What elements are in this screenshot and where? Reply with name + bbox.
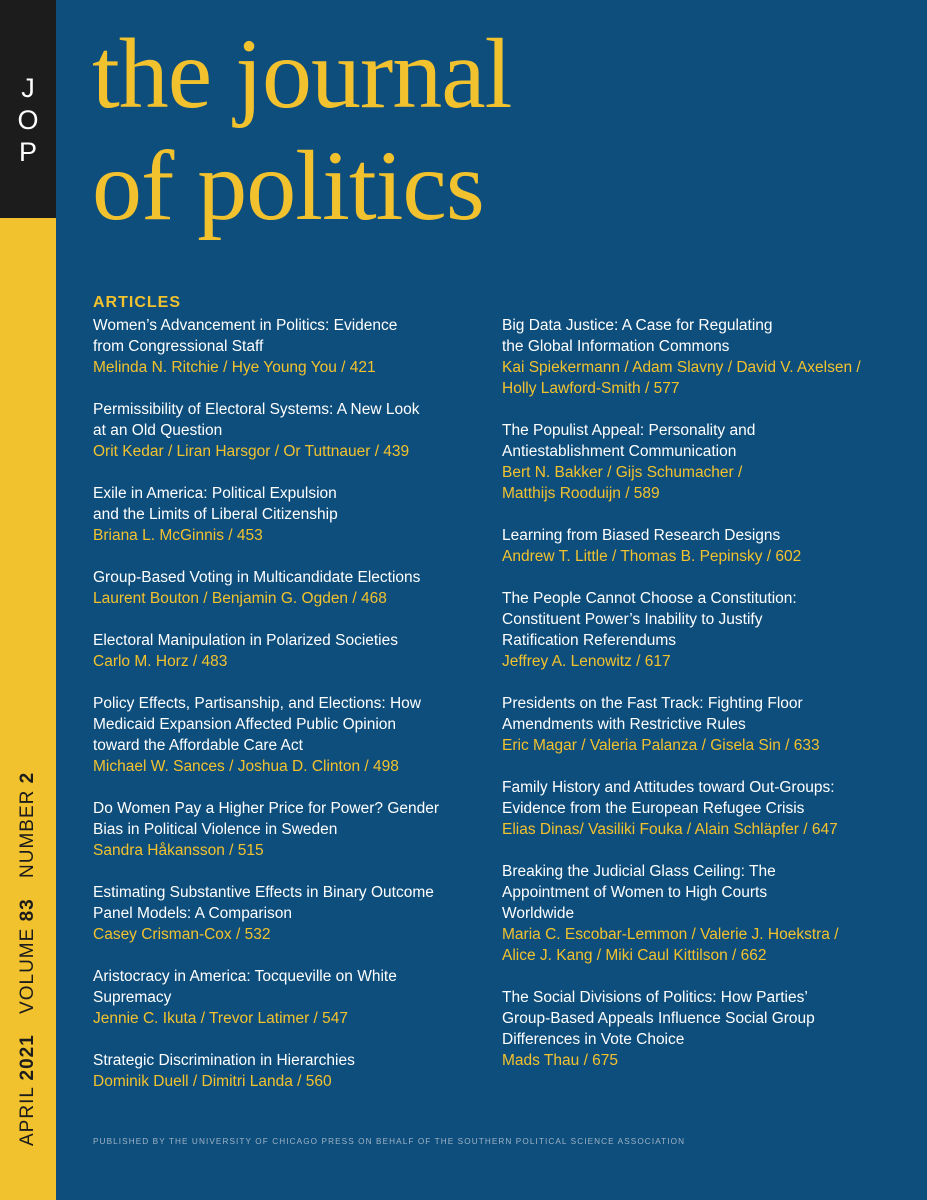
article-title-line: Amendments with Restrictive Rules xyxy=(502,716,746,733)
article-title-line: Group-Based Appeals Influence Social Group xyxy=(502,1010,815,1027)
article-authors-line: Alice J. Kang / Miki Caul Kittilson / 662 xyxy=(502,947,767,964)
article-entry xyxy=(93,1050,473,1092)
spine xyxy=(0,0,56,1200)
articles-right-column xyxy=(502,315,882,1092)
article-authors-line: Mads Thau / 675 xyxy=(502,1052,619,1069)
article-authors-line: Dominik Duell / Dimitri Landa / 560 xyxy=(93,1073,332,1090)
article-title-line: Differences in Vote Choice xyxy=(502,1031,685,1048)
article-title-line: Strategic Discrimination in Hierarchies xyxy=(93,1052,355,1069)
article-entry xyxy=(502,525,882,567)
abbrev-letter-o: O xyxy=(17,105,39,135)
article-entry xyxy=(93,882,473,945)
issue-year: 2021 xyxy=(17,1034,38,1081)
article-title-line: Learning from Biased Research Designs xyxy=(502,527,781,544)
article-entry xyxy=(93,567,473,609)
article-title-line: Permissibility of Electoral Systems: A New Look xyxy=(93,401,420,418)
issue-number: 2 xyxy=(17,771,38,784)
article-title-line: and the Limits of Liberal Citizenship xyxy=(93,506,338,523)
article-title-line: Women’s Advancement in Politics: Evidence xyxy=(93,317,398,334)
article-entry xyxy=(93,798,473,861)
article-authors-line: Sandra Håkansson / 515 xyxy=(93,842,264,859)
abbrev-letter-j: J xyxy=(21,73,35,103)
article-entry xyxy=(502,588,882,672)
article-entry xyxy=(93,483,473,546)
article-authors-line: Maria C. Escobar-Lemmon / Valerie J. Hoekstra / xyxy=(502,926,839,943)
article-title-line: Exile in America: Political Expulsion xyxy=(93,485,337,502)
article-authors-line: Holly Lawford-Smith / 577 xyxy=(502,380,680,397)
article-authors-line: Casey Crisman-Cox / 532 xyxy=(93,926,271,943)
issue-info xyxy=(17,772,39,1146)
article-title-line: Panel Models: A Comparison xyxy=(93,905,293,922)
article-entry xyxy=(502,987,882,1071)
article-title-line: Ratification Referendums xyxy=(502,632,677,649)
article-title-line: Presidents on the Fast Track: Fighting Floor xyxy=(502,695,803,712)
article-authors-line: Orit Kedar / Liran Harsgor / Or Tuttnauer / 439 xyxy=(93,443,410,460)
article-title-line: Medicaid Expansion Affected Public Opinion xyxy=(93,716,397,733)
article-entry xyxy=(502,315,882,399)
article-entry xyxy=(93,693,473,777)
article-title-line: Antiestablishment Communication xyxy=(502,443,737,460)
journal-abbreviation xyxy=(0,72,56,168)
issue-month: APRIL xyxy=(17,1086,38,1146)
article-authors-line: Eric Magar / Valeria Palanza / Gisela Sin / 633 xyxy=(502,737,820,754)
article-entry xyxy=(93,966,473,1029)
article-title-line: from Congressional Staff xyxy=(93,338,264,355)
article-authors-line: Melinda N. Ritchie / Hye Young You / 421 xyxy=(93,359,376,376)
article-title-line: Do Women Pay a Higher Price for Power? Gender xyxy=(93,800,440,817)
article-title-line: Big Data Justice: A Case for Regulating xyxy=(502,317,773,334)
volume-number: 83 xyxy=(17,898,38,922)
masthead-line-1: the journal xyxy=(92,18,512,129)
article-entry xyxy=(502,861,882,966)
article-entry xyxy=(502,420,882,504)
article-title-line: Breaking the Judicial Glass Ceiling: The xyxy=(502,863,776,880)
article-authors-line: Kai Spiekermann / Adam Slavny / David V. Axelsen / xyxy=(502,359,861,376)
article-title-line: Family History and Attitudes toward Out-Groups: xyxy=(502,779,835,796)
article-title-line: at an Old Question xyxy=(93,422,223,439)
article-entry xyxy=(502,693,882,756)
article-authors-line: Laurent Bouton / Benjamin G. Ogden / 468 xyxy=(93,590,387,607)
article-title-line: Aristocracy in America: Tocqueville on White xyxy=(93,968,397,985)
number-label: NUMBER xyxy=(17,789,38,878)
article-title-line: Bias in Political Violence in Sweden xyxy=(93,821,338,838)
article-authors-line: Jeffrey A. Lenowitz / 617 xyxy=(502,653,671,670)
article-title-line: Policy Effects, Partisanship, and Elections: How xyxy=(93,695,421,712)
journal-masthead xyxy=(92,18,511,242)
article-title-line: Evidence from the European Refugee Crisis xyxy=(502,800,805,817)
article-authors-line: Carlo M. Horz / 483 xyxy=(93,653,228,670)
article-title-line: The People Cannot Choose a Constitution: xyxy=(502,590,797,607)
article-entry xyxy=(93,315,473,378)
article-authors-line: Matthijs Rooduijn / 589 xyxy=(502,485,660,502)
article-title-line: Appointment of Women to High Courts xyxy=(502,884,768,901)
publisher-footer: PUBLISHED BY THE UNIVERSITY OF CHICAGO PRESS ON BEHALF OF THE SOUTHERN POLITICAL SCIENCE ASSOCIATION xyxy=(93,1137,686,1146)
article-title-line: Electoral Manipulation in Polarized Societies xyxy=(93,632,398,649)
article-title-line: Estimating Substantive Effects in Binary Outcome xyxy=(93,884,434,901)
article-title-line: Supremacy xyxy=(93,989,172,1006)
article-title-line: Worldwide xyxy=(502,905,575,922)
article-authors-line: Andrew T. Little / Thomas B. Pepinsky / 602 xyxy=(502,548,802,565)
article-entry xyxy=(93,399,473,462)
article-authors-line: Jennie C. Ikuta / Trevor Latimer / 547 xyxy=(93,1010,349,1027)
article-title-line: The Populist Appeal: Personality and xyxy=(502,422,756,439)
spine-abbrev-block xyxy=(0,0,56,218)
article-authors-line: Elias Dinas/ Vasiliki Fouka / Alain Schläpfer / 647 xyxy=(502,821,838,838)
article-title-line: the Global Information Commons xyxy=(502,338,730,355)
articles-left-column xyxy=(93,315,473,1113)
abbrev-letter-p: P xyxy=(18,137,37,167)
article-authors-line: Briana L. McGinnis / 453 xyxy=(93,527,263,544)
article-title-line: toward the Affordable Care Act xyxy=(93,737,303,754)
article-title-line: The Social Divisions of Politics: How Parties’ xyxy=(502,989,808,1006)
article-authors-line: Michael W. Sances / Joshua D. Clinton / 498 xyxy=(93,758,399,775)
article-entry xyxy=(93,630,473,672)
masthead-line-2: of politics xyxy=(92,130,484,241)
article-entry xyxy=(502,777,882,840)
article-title-line: Group-Based Voting in Multicandidate Elections xyxy=(93,569,421,586)
volume-label: VOLUME xyxy=(17,927,38,1014)
articles-heading: ARTICLES xyxy=(93,294,181,311)
article-authors-line: Bert N. Bakker / Gijs Schumacher / xyxy=(502,464,743,481)
article-title-line: Constituent Power’s Inability to Justify xyxy=(502,611,763,628)
